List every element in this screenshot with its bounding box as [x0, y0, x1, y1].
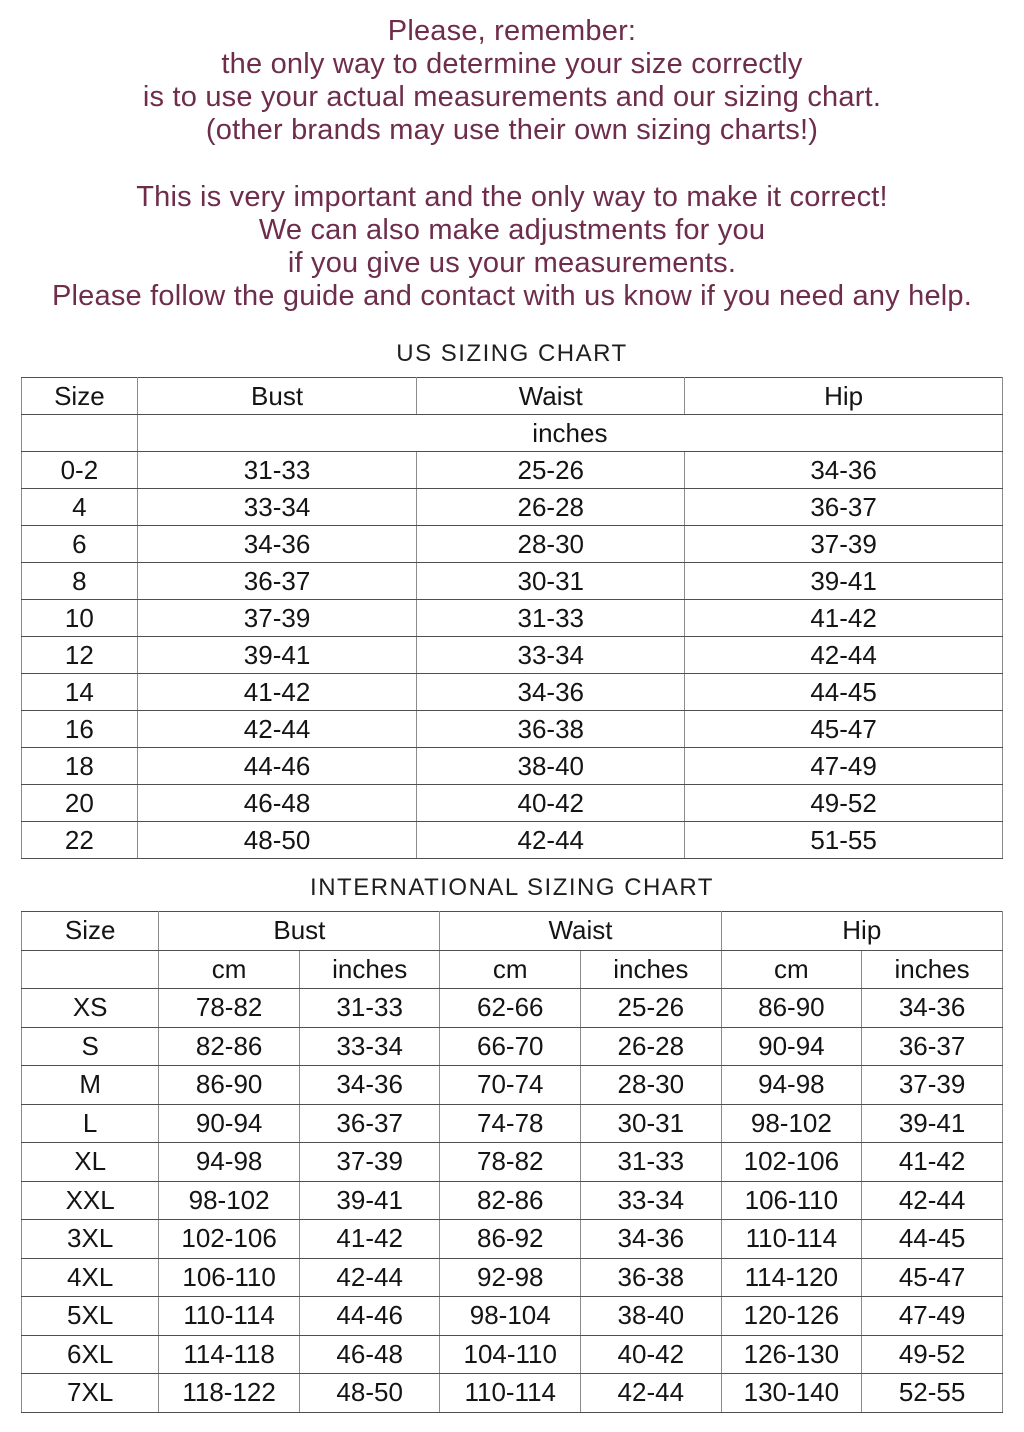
- column-header-size: Size: [22, 912, 159, 951]
- table-cell: 70-74: [440, 1066, 581, 1105]
- table-cell: 37-39: [685, 526, 1003, 563]
- table-cell: 98-104: [440, 1297, 581, 1336]
- column-header-size: Size: [22, 378, 138, 415]
- table-row: [22, 1066, 1003, 1105]
- table-cell: 36-37: [862, 1027, 1003, 1066]
- table-cell: 47-49: [685, 748, 1003, 785]
- table-cell: 40-42: [581, 1335, 722, 1374]
- table-cell: 25-26: [581, 989, 722, 1028]
- table-cell: 31-33: [137, 452, 417, 489]
- table-row: [22, 1335, 1003, 1374]
- table-cell: 45-47: [685, 711, 1003, 748]
- table-cell: 78-82: [159, 989, 300, 1028]
- unit-label-cm: cm: [721, 950, 862, 989]
- table-cell: 36-37: [685, 489, 1003, 526]
- table-cell: 82-86: [440, 1181, 581, 1220]
- table-cell: 41-42: [685, 600, 1003, 637]
- table-cell: 39-41: [137, 637, 417, 674]
- table-row: [22, 674, 1003, 711]
- table-cell: 92-98: [440, 1258, 581, 1297]
- table-cell: 106-110: [159, 1258, 300, 1297]
- table-cell: 74-78: [440, 1104, 581, 1143]
- table-cell: 37-39: [299, 1143, 440, 1182]
- table-cell: 86-92: [440, 1220, 581, 1259]
- table-cell: XL: [22, 1143, 159, 1182]
- unit-row: [22, 415, 1003, 452]
- table-cell: 34-36: [685, 452, 1003, 489]
- table-cell: 33-34: [417, 637, 685, 674]
- intro-line: We can also make adjustments for you: [258, 214, 766, 246]
- table-cell: 82-86: [159, 1027, 300, 1066]
- table-cell: 31-33: [581, 1143, 722, 1182]
- table-row: [22, 1374, 1003, 1413]
- table-cell: 42-44: [862, 1181, 1003, 1220]
- intro-line: the only way to determine your size correctly: [221, 48, 803, 80]
- table-row: [22, 1027, 1003, 1066]
- table-cell: 44-46: [299, 1297, 440, 1336]
- table-cell: 34-36: [862, 989, 1003, 1028]
- table-cell: 47-49: [862, 1297, 1003, 1336]
- table-cell: S: [22, 1027, 159, 1066]
- table-cell: 26-28: [417, 489, 685, 526]
- table-cell: 86-90: [721, 989, 862, 1028]
- table-cell: 94-98: [721, 1066, 862, 1105]
- table-cell: 34-36: [137, 526, 417, 563]
- table-cell: 12: [22, 637, 138, 674]
- table-cell: 10: [22, 600, 138, 637]
- table-cell: 34-36: [417, 674, 685, 711]
- table-cell: 126-130: [721, 1335, 862, 1374]
- table-cell: 90-94: [721, 1027, 862, 1066]
- table-header-row: [22, 912, 1003, 951]
- table-cell: 6XL: [22, 1335, 159, 1374]
- table-cell: 36-37: [299, 1104, 440, 1143]
- table-cell: 106-110: [721, 1181, 862, 1220]
- table-cell: 48-50: [299, 1374, 440, 1413]
- table-cell: 44-45: [685, 674, 1003, 711]
- table-row: [22, 1258, 1003, 1297]
- intro-line: Please follow the guide and contact with us know if you need any help.: [51, 280, 973, 312]
- table-row: [22, 748, 1003, 785]
- column-header-hip: Hip: [721, 912, 1002, 951]
- us-sizing-table: [21, 377, 1003, 859]
- table-cell: 28-30: [581, 1066, 722, 1105]
- table-cell: 114-120: [721, 1258, 862, 1297]
- table-cell: M: [22, 1066, 159, 1105]
- table-cell: 48-50: [137, 822, 417, 859]
- intro-line: if you give us your measurements.: [287, 247, 737, 279]
- table-cell: 41-42: [299, 1220, 440, 1259]
- empty-cell: [22, 415, 138, 452]
- table-cell: 6: [22, 526, 138, 563]
- table-cell: 51-55: [685, 822, 1003, 859]
- table-cell: 33-34: [299, 1027, 440, 1066]
- table-cell: 44-46: [137, 748, 417, 785]
- table-row: [22, 1297, 1003, 1336]
- table-cell: 7XL: [22, 1374, 159, 1413]
- column-header-waist: Waist: [417, 378, 685, 415]
- table-cell: 46-48: [137, 785, 417, 822]
- table-cell: 20: [22, 785, 138, 822]
- table-cell: 114-118: [159, 1335, 300, 1374]
- table-cell: 41-42: [862, 1143, 1003, 1182]
- table-cell: 36-38: [581, 1258, 722, 1297]
- table-cell: 4XL: [22, 1258, 159, 1297]
- table-cell: 46-48: [299, 1335, 440, 1374]
- table-row: [22, 526, 1003, 563]
- unit-label: inches: [137, 415, 1002, 452]
- intro-note: [0, 0, 1024, 313]
- table-cell: 110-114: [721, 1220, 862, 1259]
- table-cell: 3XL: [22, 1220, 159, 1259]
- table-cell: 49-52: [685, 785, 1003, 822]
- table-cell: 102-106: [721, 1143, 862, 1182]
- table-cell: 41-42: [137, 674, 417, 711]
- table-row: [22, 637, 1003, 674]
- table-cell: 39-41: [862, 1104, 1003, 1143]
- table-cell: 31-33: [417, 600, 685, 637]
- table-cell: 52-55: [862, 1374, 1003, 1413]
- table-row: [22, 1143, 1003, 1182]
- table-cell: 14: [22, 674, 138, 711]
- table-cell: 0-2: [22, 452, 138, 489]
- table-cell: 40-42: [417, 785, 685, 822]
- us-chart-title: US SIZING CHART: [396, 340, 628, 367]
- empty-cell: [22, 950, 159, 989]
- table-cell: 38-40: [417, 748, 685, 785]
- table-row: [22, 452, 1003, 489]
- table-header-row: [22, 378, 1003, 415]
- table-cell: XS: [22, 989, 159, 1028]
- unit-label-cm: cm: [440, 950, 581, 989]
- table-cell: 45-47: [862, 1258, 1003, 1297]
- table-cell: 37-39: [137, 600, 417, 637]
- table-cell: 22: [22, 822, 138, 859]
- table-cell: 44-45: [862, 1220, 1003, 1259]
- unit-row: [22, 950, 1003, 989]
- table-row: [22, 1220, 1003, 1259]
- unit-label-inches: inches: [581, 950, 722, 989]
- table-cell: 16: [22, 711, 138, 748]
- table-cell: 25-26: [417, 452, 685, 489]
- table-cell: 5XL: [22, 1297, 159, 1336]
- table-cell: 118-122: [159, 1374, 300, 1413]
- table-cell: 94-98: [159, 1143, 300, 1182]
- intro-line: Please, remember:: [387, 15, 637, 47]
- table-cell: 42-44: [137, 711, 417, 748]
- table-cell: 42-44: [417, 822, 685, 859]
- table-cell: L: [22, 1104, 159, 1143]
- table-cell: XXL: [22, 1181, 159, 1220]
- unit-label-inches: inches: [862, 950, 1003, 989]
- intro-line: is to use your actual measurements and our sizing chart.: [142, 81, 882, 113]
- table-row: [22, 1181, 1003, 1220]
- table-cell: 34-36: [299, 1066, 440, 1105]
- table-cell: 34-36: [581, 1220, 722, 1259]
- table-cell: 130-140: [721, 1374, 862, 1413]
- table-cell: 39-41: [299, 1181, 440, 1220]
- table-cell: 26-28: [581, 1027, 722, 1066]
- intl-chart-title: INTERNATIONAL SIZING CHART: [310, 874, 714, 901]
- table-cell: 4: [22, 489, 138, 526]
- table-cell: 31-33: [299, 989, 440, 1028]
- table-cell: 37-39: [862, 1066, 1003, 1105]
- table-cell: 8: [22, 563, 138, 600]
- table-cell: 98-102: [721, 1104, 862, 1143]
- table-cell: 42-44: [685, 637, 1003, 674]
- international-sizing-table: [21, 911, 1003, 1413]
- table-cell: 110-114: [440, 1374, 581, 1413]
- table-cell: 62-66: [440, 989, 581, 1028]
- table-cell: 36-38: [417, 711, 685, 748]
- table-cell: 120-126: [721, 1297, 862, 1336]
- table-row: [22, 785, 1003, 822]
- table-cell: 110-114: [159, 1297, 300, 1336]
- table-cell: 18: [22, 748, 138, 785]
- column-header-bust: Bust: [159, 912, 440, 951]
- table-cell: 102-106: [159, 1220, 300, 1259]
- table-cell: 90-94: [159, 1104, 300, 1143]
- intro-block-2: [0, 181, 1024, 313]
- table-cell: 42-44: [581, 1374, 722, 1413]
- intro-block-1: [0, 15, 1024, 147]
- table-row: [22, 1104, 1003, 1143]
- table-cell: 104-110: [440, 1335, 581, 1374]
- table-row: [22, 563, 1003, 600]
- table-row: [22, 822, 1003, 859]
- table-row: [22, 989, 1003, 1028]
- table-row: [22, 711, 1003, 748]
- table-cell: 33-34: [581, 1181, 722, 1220]
- table-cell: 33-34: [137, 489, 417, 526]
- table-cell: 42-44: [299, 1258, 440, 1297]
- table-cell: 39-41: [685, 563, 1003, 600]
- column-header-hip: Hip: [685, 378, 1003, 415]
- table-row: [22, 600, 1003, 637]
- intro-line: (other brands may use their own sizing charts!): [205, 114, 819, 146]
- table-cell: 49-52: [862, 1335, 1003, 1374]
- table-cell: 66-70: [440, 1027, 581, 1066]
- table-cell: 38-40: [581, 1297, 722, 1336]
- table-cell: 98-102: [159, 1181, 300, 1220]
- table-cell: 28-30: [417, 526, 685, 563]
- table-cell: 30-31: [417, 563, 685, 600]
- column-header-waist: Waist: [440, 912, 721, 951]
- column-header-bust: Bust: [137, 378, 417, 415]
- unit-label-cm: cm: [159, 950, 300, 989]
- table-cell: 30-31: [581, 1104, 722, 1143]
- intro-line: This is very important and the only way to make it correct!: [136, 181, 888, 213]
- unit-label-inches: inches: [299, 950, 440, 989]
- table-cell: 36-37: [137, 563, 417, 600]
- table-cell: 86-90: [159, 1066, 300, 1105]
- table-cell: 78-82: [440, 1143, 581, 1182]
- table-row: [22, 489, 1003, 526]
